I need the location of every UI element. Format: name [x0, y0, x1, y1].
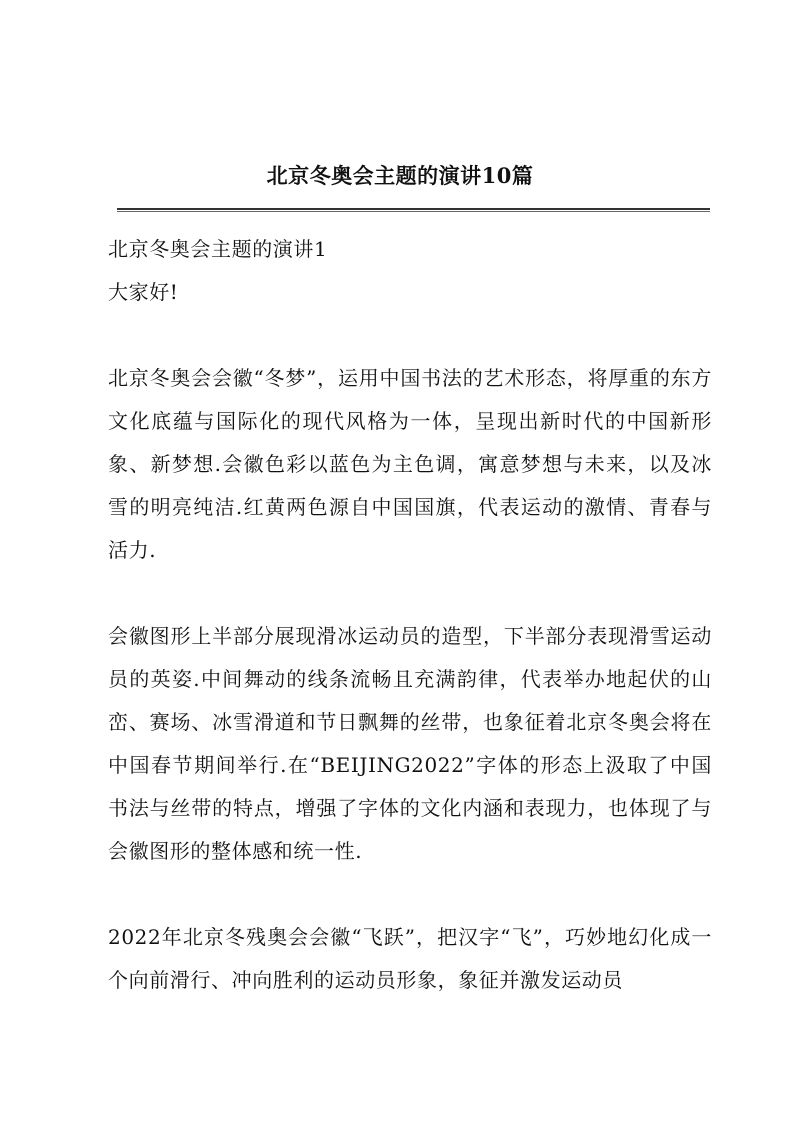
paragraph-2: 会徽图形上半部分展现滑冰运动员的造型，下半部分表现滑雪运动员的英姿.中间舞动的线条流畅且充满韵律，代表举办地起伏的山峦、赛场、冰雪滑道和节日飘舞的丝带，也象征着北京冬奥会将在中国春节期间举行.在“BEIJING2022”字体的形态上汲取了中国书法与丝带的特点，增强了字体的文化内涵和表现力，也体现了与会徽图形的整体感和统一性. — [108, 624, 712, 863]
speech-heading: 北京冬奥会主题的演讲1 — [108, 237, 328, 261]
paragraph-spacer — [108, 314, 712, 357]
document-body — [108, 228, 712, 1002]
paragraph-spacer — [108, 873, 712, 916]
document-title: 北京冬奥会主题的演讲10篇 — [266, 163, 534, 188]
title-divider — [117, 208, 710, 212]
paragraph-3: 2022年北京冬残奥会会徽“飞跃”，把汉字“飞”，巧妙地幻化成一个向前滑行、冲向胜利的运动员形象，象征并激发运动员 — [108, 925, 712, 992]
paragraph-spacer — [108, 572, 712, 615]
greeting-line: 大家好! — [108, 280, 179, 304]
paragraph-1: 北京冬奥会会徽“冬梦”，运用中国书法的艺术形态，将厚重的东方文化底蕴与国际化的现代风格为一体，呈现出新时代的中国新形象、新梦想.会徽色彩以蓝色为主色调，寓意梦想与未来，以及冰雪的明亮纯洁.红黄两色源自中国国旗，代表运动的激情、青春与活力. — [108, 366, 712, 562]
